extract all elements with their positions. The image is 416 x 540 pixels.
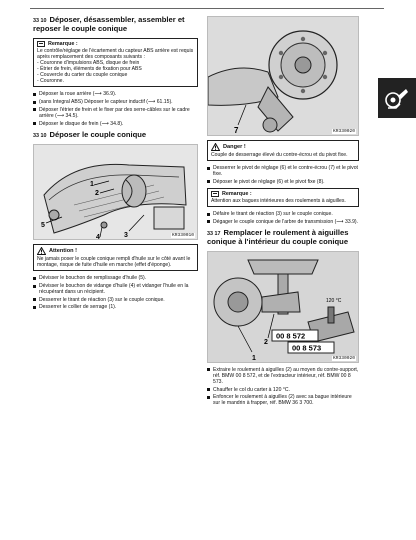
svg-text:1: 1 [90, 181, 94, 189]
step-item: Dévisser le bouchon de vidange d'huile (4) et vidanger l'huile en la récupérant dans un récipient. [33, 283, 198, 295]
step-list-2 [33, 275, 198, 310]
step-item: Dégager le couple conique de l'arbre de transmission (⟶ 33.9). [207, 219, 359, 225]
step-item: Défaire le tirant de réaction (3) sur le couple conique. [207, 211, 359, 217]
figure-needle-bearing [207, 251, 359, 363]
section-heading-2: 33 10 Déposer le couple conique [33, 129, 147, 139]
remark-text: Le contrôle/réglage de l'écartement du capteur ABS arrière est requis après remplacement des composants suivants : [37, 47, 194, 60]
svg-text:2: 2 [264, 338, 268, 346]
figure-drive-shaft [33, 144, 198, 240]
svg-text:3: 3 [124, 232, 128, 240]
danger-box: Danger ! Couple de desserrage élevé du contre-écrou et du pivot fixe. [207, 140, 359, 161]
remark-text: Attention aux bagues intérieures des roulements à aiguilles. [211, 198, 346, 205]
top-rule [30, 8, 384, 9]
section-heading-3: 33 17 Remplacer le roulement à aiguilles conique à l'intérieur du couple conique [207, 227, 349, 247]
figure-bevel-gear [207, 16, 359, 136]
step-list-3 [207, 165, 359, 185]
warning-box: Attention ! Ne jamais poser le couple conique rempli d'huile sur le côté avant le montage, risque de fuite d'huile en marche (effet d'éponge). [33, 244, 198, 271]
step-list-5 [207, 367, 359, 407]
danger-icon [211, 143, 220, 151]
step-item: Déposer le pivot de réglage (6) et le pivot fixe (8). [207, 179, 359, 185]
remark-item: - Couvercle du carter du couple conique [37, 72, 128, 79]
svg-text:4: 4 [96, 234, 100, 241]
chapter-tab [378, 78, 416, 118]
step-list-4 [207, 211, 359, 225]
svg-text:1: 1 [252, 354, 256, 362]
figure-caption: KR330020 [332, 129, 355, 134]
warning-text: Ne jamais poser le couple conique rempli d'huile sur le côté avant le montage, risque de fuite d'huile en marche (effet d'éponge). [37, 256, 191, 269]
step-item: Desserrer le collier de serrage (1). [33, 304, 198, 310]
step-item: Chauffer le col du carter à 120 °C. [207, 387, 359, 393]
svg-text:00 8 573: 00 8 573 [292, 343, 322, 353]
step-item: (sans Integral ABS) Déposer le capteur inductif (⟶ 61.15). [33, 99, 198, 105]
step-item: Déposer le disque de frein (⟶ 34.8). [33, 121, 198, 127]
step-item: Dévisser le bouchon de remplissage d'huile (5). [33, 275, 198, 281]
danger-text: Couple de desserrage élevé du contre-écrou et du pivot fixe. [211, 152, 348, 158]
step-item: Desserrer le pivot de réglage (6) et le contre-écrou (7) et le pivot fixe. [207, 165, 359, 177]
svg-text:7: 7 [234, 126, 239, 135]
step-item: Déposer la roue arrière (⟶ 36.9). [33, 91, 198, 97]
left-column [33, 16, 198, 312]
remark-box-2: Remarque : Attention aux bagues intérieures des roulements à aiguilles. [207, 188, 359, 207]
motorcycle-final-drive-icon [384, 84, 410, 112]
section-heading-1: 33 10 Déposer, désassembler, assembler et reposer le couple conique [33, 15, 185, 34]
note-icon [211, 191, 219, 197]
note-icon [37, 41, 45, 47]
svg-text:00 8 572: 00 8 572 [276, 331, 306, 341]
svg-text:2: 2 [95, 190, 99, 198]
step-item: Enfoncer le roulement à aiguilles (2) avec sa bague intérieure sur le mandrin à frapper, réf. BMW 36 3 700. [207, 394, 359, 406]
figure-caption: KR330010 [171, 233, 194, 239]
remark-item: - Couronne. [37, 78, 64, 85]
right-column [207, 16, 359, 408]
step-list-1 [33, 91, 198, 126]
step-item: Déposer l'étrier de frein et le fixer par des serre-câbles sur le cadre arrière (⟶ 34.5). [33, 107, 198, 119]
svg-text:120 °C: 120 °C [326, 297, 342, 304]
remark-item: - Étrier de frein, éléments de fixation pour ABS [37, 66, 142, 73]
figure-caption: KR330020 [332, 355, 355, 361]
remark-item: - Couronne d'impulsions ABS, disque de frein [37, 60, 140, 67]
remark-box-1: Remarque : Le contrôle/réglage de l'écartement du capteur ABS arrière est requis après remplacement des composants suivants : - Couronne d'impulsions ABS, disque de frein - Étrier de frein, éléments de fixation pour ABS - Couvercle du carter du couple conique - Couronne. [33, 38, 198, 88]
step-item: Extraire le roulement à aiguilles (2) au moyen du contre-support, réf. BMW 00 8 572, et de l'extracteur intérieur, réf. BMW 00 8 573. [207, 367, 359, 385]
warning-icon [37, 247, 46, 255]
step-item: Desserrer le tirant de réaction (3) sur le couple conique. [33, 297, 198, 303]
svg-text:5: 5 [41, 222, 45, 230]
